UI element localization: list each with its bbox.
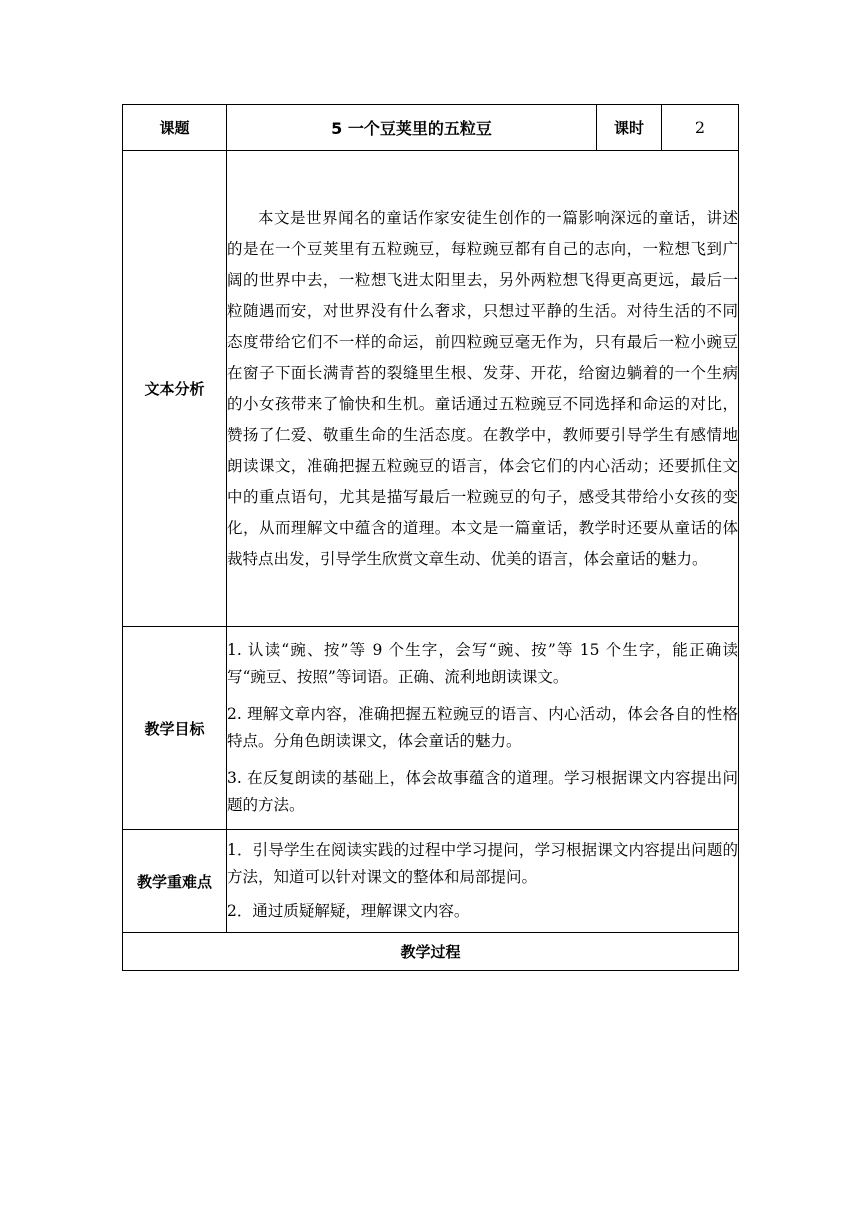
key-points-label: 教学重难点 <box>123 830 227 933</box>
goal-item-1: 1. 认读“豌、按”等 9 个生字，会写“豌、按”等 15 个生字，能正确读写“豌豆、按照”等词语。正确、流利地朗读课文。 <box>227 641 738 686</box>
hours-value: 2 <box>662 105 739 151</box>
goal-item-2: 2. 理解文章内容，准确把握五粒豌豆的语言、内心活动，体会各自的性格特点。分角色朗读课文，体会童话的魅力。 <box>227 705 738 750</box>
goal-item-3: 3. 在反复朗读的基础上，体会故事蕴含的道理。学习根据课文内容提出问题的方法。 <box>227 769 738 814</box>
key-points-cell <box>227 830 739 933</box>
text-analysis-label: 文本分析 <box>123 151 227 627</box>
hours-label: 课时 <box>597 105 662 151</box>
text-analysis-cell <box>227 151 739 627</box>
lesson-title: 5 一个豆荚里的五粒豆 <box>227 105 597 151</box>
process-row <box>123 933 739 971</box>
process-heading: 教学过程 <box>123 933 739 971</box>
subject-label: 课题 <box>123 105 227 151</box>
header-row <box>123 105 739 151</box>
key-points-row <box>123 830 739 933</box>
key-point-item-2: 2．通过质疑解疑，理解课文内容。 <box>227 902 470 920</box>
text-analysis-content: 本文是世界闻名的童话作家安徒生创作的一篇影响深远的童话，讲述的是在一个豆荚里有五粒豌豆，每粒豌豆都有自己的志向，一粒想飞到广阔的世界中去，一粒想飞进太阳里去，另外两粒想飞得更高更远，最后一粒随遇而安，对世界没有什么奢求，只想过平静的生活。对待生活的不同态度带给它们不一样的命运，前四粒豌豆毫无作为，只有最后一粒小豌豆在窗子下面长满青苔的裂缝里生根、发芽、开花，给窗边躺着的一个生病的小女孩带来了愉快和生机。童话通过五粒豌豆不同选择和命运的对比，赞扬了仁爱、敬重生命的生活态度。在教学中，教师要引导学生有感情地朗读课文，准确把握五粒豌豆的语言，体会它们的内心活动；还要抓住文中的重点语句，尤其是描写最后一粒豌豆的句子，感受其带给小女孩的变化，从而理解文中蕴含的道理。本文是一篇童话，教学时还要从童话的体裁特点出发，引导学生欣赏文章生动、优美的语言，体会童话的魅力。 <box>227 208 738 568</box>
text-analysis-row <box>123 151 739 627</box>
key-point-item-1: 1．引导学生在阅读实践的过程中学习提问，学习根据课文内容提出问题的方法，知道可以针对课文的整体和局部提问。 <box>227 841 738 886</box>
teaching-goals-label: 教学目标 <box>123 627 227 830</box>
teaching-goals-cell <box>227 627 739 830</box>
lesson-plan-table <box>122 104 739 971</box>
teaching-goals-row <box>123 627 739 830</box>
